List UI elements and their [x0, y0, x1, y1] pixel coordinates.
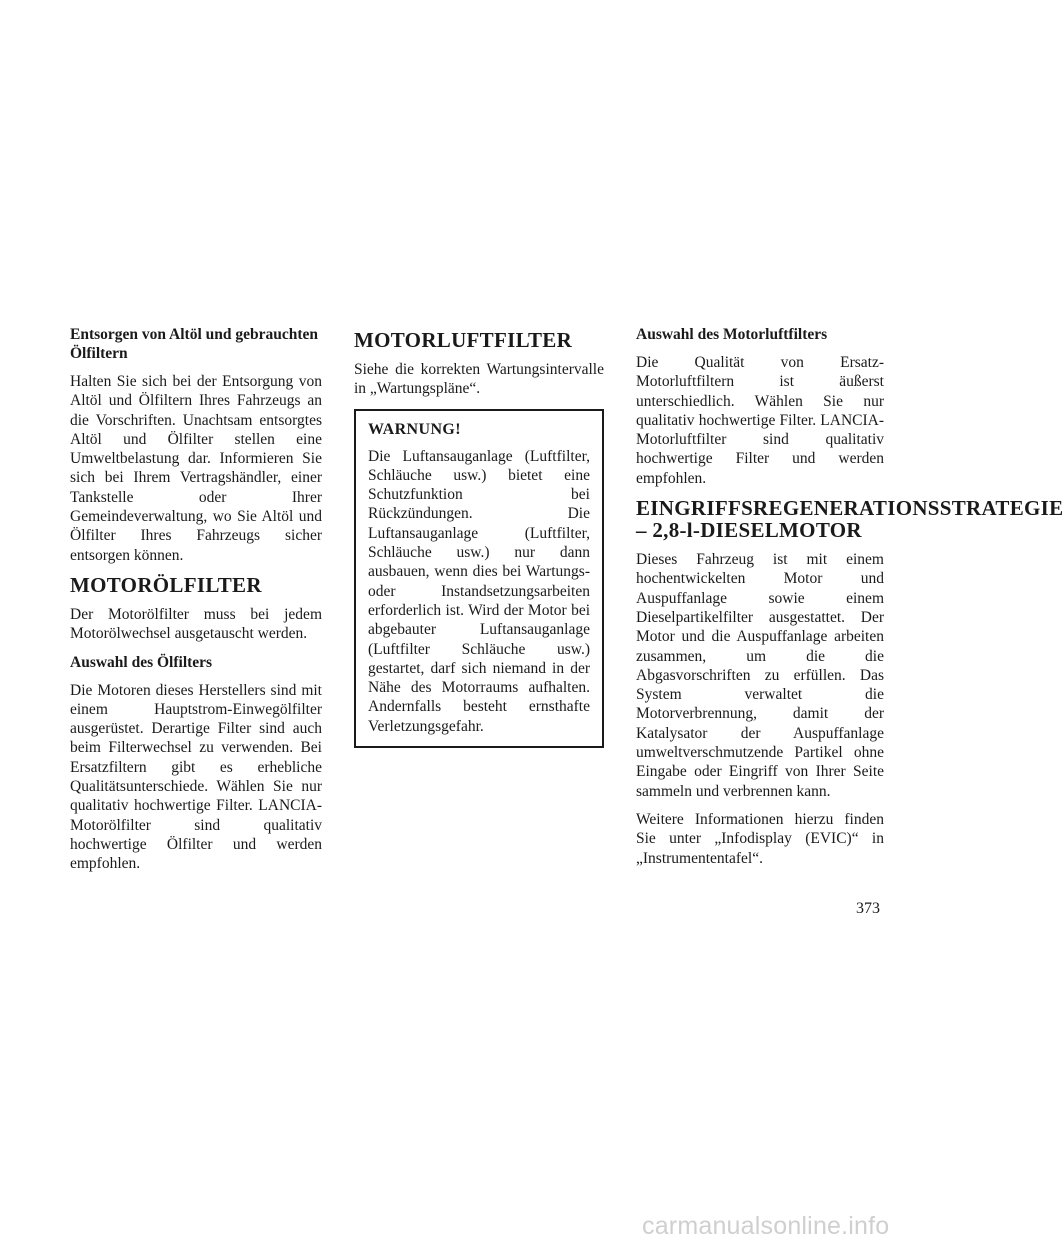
warning-text: Die Luftansauganlage (Luftfilter, Schläuche usw.) bietet eine Schutzfunktion bei Rückzündungen. Die Luftansauganlage (Luftfilter, Schläuche usw.) nur dann ausbauen, wenn dies bei Wartungs- oder Instandsetzungsarbeiten erforderlich ist. Wird der Motor bei abgebauter Luftansauganlage (Luftfilter Schläuche usw.) gestartet, darf sich niemand in der Nähe des Motorraums aufhalten. Andernfalls besteht ernsthafte Verletzungsgefahr.: [368, 447, 590, 735]
oil-filter-selection-text: Die Motoren dieses Herstellers sind mit einem Hauptstrom-Einwegölfilter ausgerüstet. Derartige Filter sind auch beim Filterwechsel zu verwenden. Bei Ersatzfiltern gibt es erhebliche Qualitätsunterschiede. Wählen Sie nur qualitativ hochwertige Filter. LANCIA-Motorölfilter sind qualitativ hochwertige Ölfilter und werden empfohlen.: [70, 681, 322, 873]
disposal-heading: Entsorgen von Altöl und gebrauchten Ölfiltern: [70, 326, 319, 362]
oil-filter-text: Der Motorölfilter muss bei jedem Motorölwechsel ausgetauscht werden.: [70, 605, 322, 643]
disposal-text: Halten Sie sich bei der Entsorgung von Altöl und Ölfiltern Ihres Fahrzeugs an die Vorschriften. Unachtsam entsorgtes Altöl und Ölfilter stellen eine Umweltbelastung dar. Informieren Sie sich bei Ihrem Vertragshändler, einer Tankstelle oder Ihrer Gemeindeverwaltung, wo Sie Altöl und Ölfilter Ihres Fahrzeugs sicher entsorgen können.: [70, 373, 322, 564]
air-filter-title: MOTORLUFTFILTER: [354, 328, 573, 352]
watermark-link[interactable]: carmanualsonline.info: [642, 1212, 890, 1240]
oil-filter-title: MOTORÖLFILTER: [70, 572, 262, 597]
right-column: [636, 325, 1063, 877]
regeneration-title: EINGRIFFSREGENERATIONSSTRATEGIE – 2,8-l-DIESELMOTOR: [636, 496, 1063, 543]
left-column: [70, 325, 322, 883]
air-filter-selection-text: Die Qualität von Ersatz-Motorluftfiltern ist äußerst unterschiedlich. Wählen Sie nur qualitativ hochwertige Filter. LANCIA-Motorluftfilter sind qualitativ hochwertige Filter und werden empfohlen.: [636, 354, 884, 487]
air-filter-text: Siehe die korrekten Wartungsintervalle in „Wartungspläne“.: [354, 361, 604, 398]
warning-title: WARNUNG!: [368, 420, 461, 438]
page-number: 373: [856, 900, 880, 917]
regeneration-text-2: Weitere Informationen hierzu finden Sie unter „Infodisplay (EVIC)“ in „Instrumententafel“.: [636, 810, 884, 867]
air-filter-selection-heading: Auswahl des Motorluftfilters: [636, 326, 828, 343]
warning-box: [354, 409, 604, 748]
middle-column: [354, 325, 604, 748]
regeneration-text-1: Dieses Fahrzeug ist mit einem hochentwickelten Motor und Auspuffanlage sowie einem Dieselpartikelfilter ausgestattet. Der Motor und die Auspuffanlage arbeiten zusammen, um die die Abgasvorschriften zu erfüllen. Das System verwaltet die Motorverbrennung, damit der Katalysator der Auspuffanlage umweltverschmutzende Partikel ohne Eingabe oder Eingriff von Ihrer Seite sammeln und verbrennen kann.: [636, 551, 884, 800]
oil-filter-selection-heading: Auswahl des Ölfilters: [70, 653, 213, 671]
